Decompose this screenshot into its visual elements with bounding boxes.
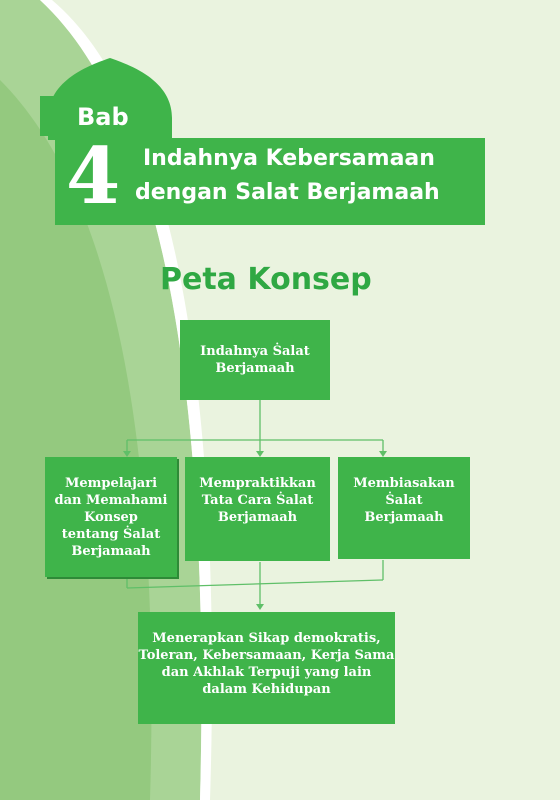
branch-1-line: tentang Ṡalat — [61, 526, 161, 542]
chapter-label: Bab — [77, 103, 129, 131]
chapter-title-line1: Indahnya Kebersamaan — [143, 146, 435, 171]
chapter-title-line2: dengan Salat Berjamaah — [135, 180, 440, 205]
branch-1-line: Berjamaah — [71, 543, 151, 559]
branch-2-line: Tata Cara Ṡalat — [201, 493, 314, 508]
branch-1-line: Konsep — [84, 509, 138, 525]
concept-map-heading: Peta Konsep — [160, 262, 372, 297]
branch-2-line: Berjamaah — [217, 510, 298, 525]
branch-1-line: Mempelajari — [64, 475, 158, 491]
branch-3-line: Ṡalat — [385, 493, 423, 508]
arrowhead-result — [256, 604, 264, 610]
result-line: Menerapkan Sikap demokratis, — [152, 631, 381, 646]
root-concept-line2: Berjamaah — [215, 361, 295, 376]
root-concept-box — [180, 320, 330, 400]
root-concept-line1: Indahnya Ṡalat — [200, 344, 310, 359]
result-line: Toleran, Kebersamaan, Kerja Sama — [138, 648, 395, 663]
branch-box-habit — [338, 457, 470, 559]
result-line: dalam Kehidupan — [202, 682, 331, 697]
branch-2-line: Mempraktikkan — [199, 476, 316, 491]
branch-1-line: dan Memahami — [54, 492, 168, 508]
branch-3-line: Membiasakan — [353, 476, 455, 491]
result-line: dan Akhlak Terpuji yang lain — [161, 665, 372, 680]
branch-3-line: Berjamaah — [364, 510, 444, 525]
branch-box-practice — [185, 457, 330, 561]
branch-box-learn — [45, 457, 177, 577]
connector-merge-bar — [127, 580, 383, 588]
chapter-number: 4 — [66, 131, 121, 222]
result-concept-box — [138, 612, 395, 724]
